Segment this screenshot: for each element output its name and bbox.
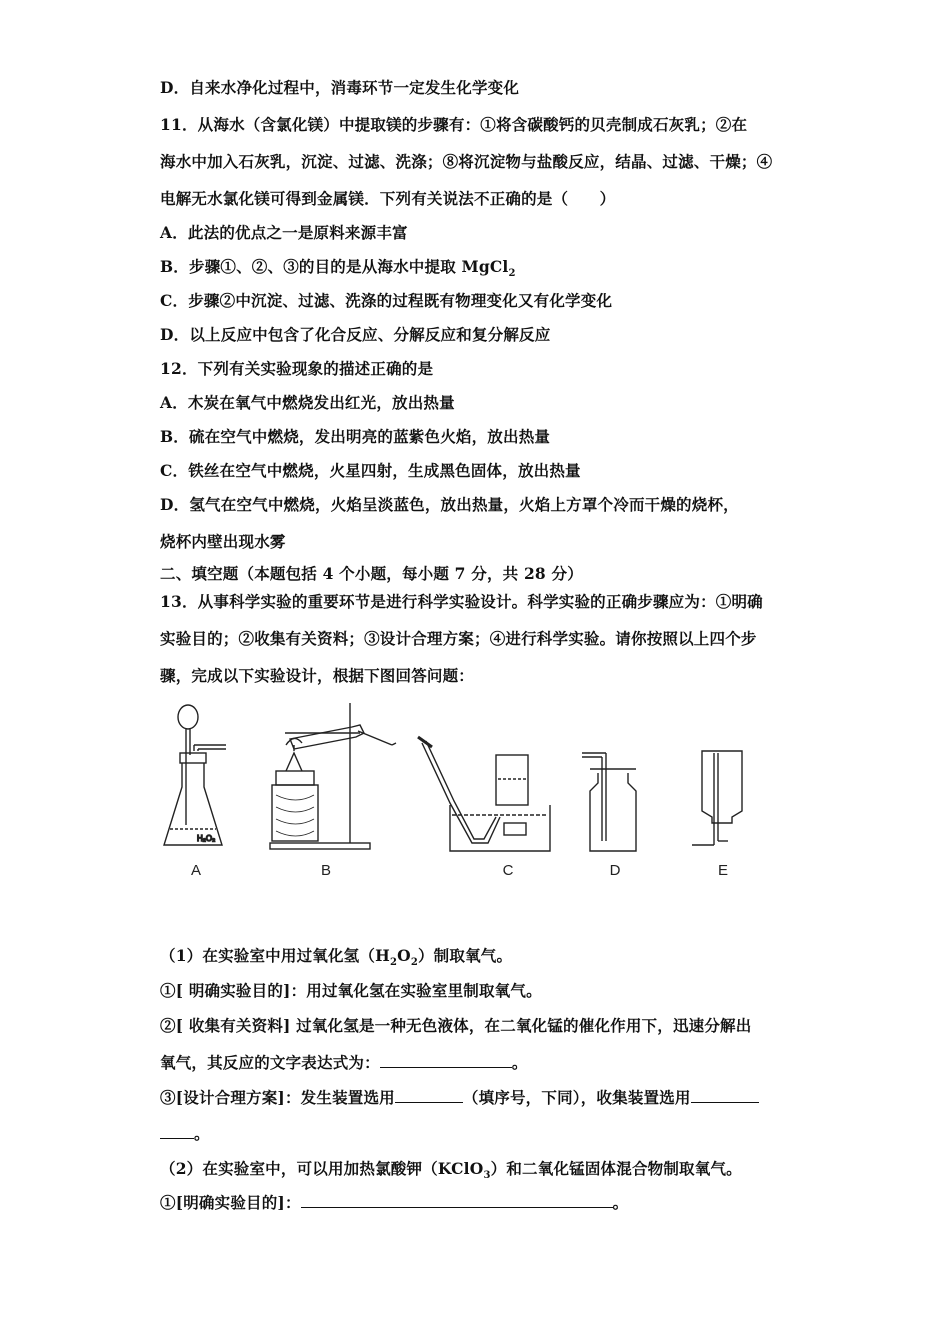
q11-option-a: A．此法的优点之一是原料来源丰富 <box>160 223 408 242</box>
q13-part1-step3 <box>160 1086 759 1108</box>
q13-part1-step2b-text: 氧气，其反应的文字表达式为： <box>160 1053 380 1072</box>
q13-stem-line2: 实验目的；②收集有关资料；③设计合理方案；④进行科学实验。请你按照以上四个步 <box>160 629 757 648</box>
q11-option-b <box>160 255 516 279</box>
period: 。 <box>511 1053 528 1072</box>
label-d: D <box>609 862 621 879</box>
q13-part2-b: ）和二氧化锰固体混合物制取氧气。 <box>490 1159 742 1178</box>
q12-option-d-line1: D．氢气在空气中燃烧，火焰呈淡蓝色，放出热量，火焰上方罩个冷而干燥的烧杯， <box>160 495 739 514</box>
apparatus-figure <box>160 695 760 885</box>
subscript: 2 <box>508 268 516 280</box>
q11-stem-line1: 11．从海水（含氯化镁）中提取镁的步骤有：①将含碳酸钙的贝壳制成石灰乳；②在 <box>160 115 748 134</box>
q12-option-a: A．木炭在氧气中燃烧发出红光，放出热量 <box>160 393 455 412</box>
answer-blank-purpose[interactable] <box>301 1192 613 1208</box>
q13-part1-a: （1）在实验室中用过氧化氢（H <box>160 946 390 965</box>
label-c: C <box>502 862 514 879</box>
q13-part1-step2: ②[ 收集有关资料] 过氧化氢是一种无色液体，在二氧化锰的催化作用下，迅速分解出 <box>160 1016 752 1035</box>
q12-option-d-line2: 烧杯内壁出现水雾 <box>160 532 286 551</box>
label-e: E <box>717 862 729 879</box>
q11-option-b-text: B．步骤①、②、③的目的是从海水中提取 MgCl <box>160 257 509 276</box>
flask-label: H₂O₂ <box>197 834 216 843</box>
q13-part1-heading <box>160 944 512 968</box>
apparatus-diagram <box>160 695 760 885</box>
q10-option-d: D．自来水净化过程中，消毒环节一定发生化学变化 <box>160 78 520 97</box>
q13-stem-line1: 13．从事科学实验的重要环节是进行科学实验设计。科学实验的正确步骤应为：①明确 <box>160 592 763 611</box>
answer-blank-collector-cont[interactable] <box>160 1123 194 1139</box>
period: 。 <box>612 1193 629 1212</box>
q12-option-c: C．铁丝在空气中燃烧，火星四射，生成黑色固体，放出热量 <box>160 461 581 480</box>
q11-option-d: D．以上反应中包含了化合反应、分解反应和复分解反应 <box>160 325 551 344</box>
answer-blank-collector[interactable] <box>691 1087 759 1103</box>
apparatus-e <box>692 751 742 845</box>
q13-stem-line3: 骤，完成以下实验设计，根据下图回答问题： <box>160 666 475 685</box>
subscript: 3 <box>483 1170 491 1182</box>
q12-stem: 12．下列有关实验现象的描述正确的是 <box>160 359 434 378</box>
q13-part1-step3-b: （填序号，下同），收集装置选用 <box>462 1088 691 1107</box>
q13-part2-a: （2）在实验室中，可以用加热氯酸钾（KClO <box>160 1159 484 1178</box>
answer-blank-generator[interactable] <box>395 1087 463 1103</box>
q11-stem-line3: 电解无水氯化镁可得到金属镁．下列有关说法不正确的是（ ） <box>160 189 616 208</box>
subscript: 2 <box>410 957 418 969</box>
q13-part1-step3-cont <box>160 1122 210 1144</box>
q13-part1-step2b <box>160 1051 528 1073</box>
q13-part1-step3-a: ③[设计合理方案]：发生装置选用 <box>160 1088 395 1107</box>
apparatus-c <box>418 737 550 851</box>
section-2-heading: 二、填空题（本题包括 4 个小题，每小题 7 分，共 28 分） <box>160 564 583 583</box>
label-b: B <box>320 862 332 879</box>
q13-part2-step1 <box>160 1191 628 1213</box>
q13-part1-b: O <box>397 946 411 965</box>
subscript: 2 <box>389 957 398 969</box>
q13-part2-step1-text: ①[明确实验目的]： <box>160 1193 301 1212</box>
answer-blank-equation[interactable] <box>380 1052 512 1068</box>
label-a: A <box>190 862 202 879</box>
q13-part1-c: ）制取氧气。 <box>417 946 513 965</box>
q12-option-b: B．硫在空气中燃烧，发出明亮的蓝紫色火焰，放出热量 <box>160 427 551 446</box>
q13-part2-heading <box>160 1157 742 1181</box>
apparatus-b <box>270 703 396 849</box>
period: 。 <box>194 1124 210 1143</box>
q13-part1-step1: ①[ 明确实验目的]：用过氧化氢在实验室里制取氧气。 <box>160 981 542 1000</box>
apparatus-d <box>582 753 636 851</box>
q11-option-c: C．步骤②中沉淀、过滤、洗涤的过程既有物理变化又有化学变化 <box>160 291 613 310</box>
apparatus-a <box>164 705 226 845</box>
q11-stem-line2: 海水中加入石灰乳，沉淀、过滤、洗涤；⑧将沉淀物与盐酸反应，结晶、过滤、干燥；④ <box>160 152 773 171</box>
